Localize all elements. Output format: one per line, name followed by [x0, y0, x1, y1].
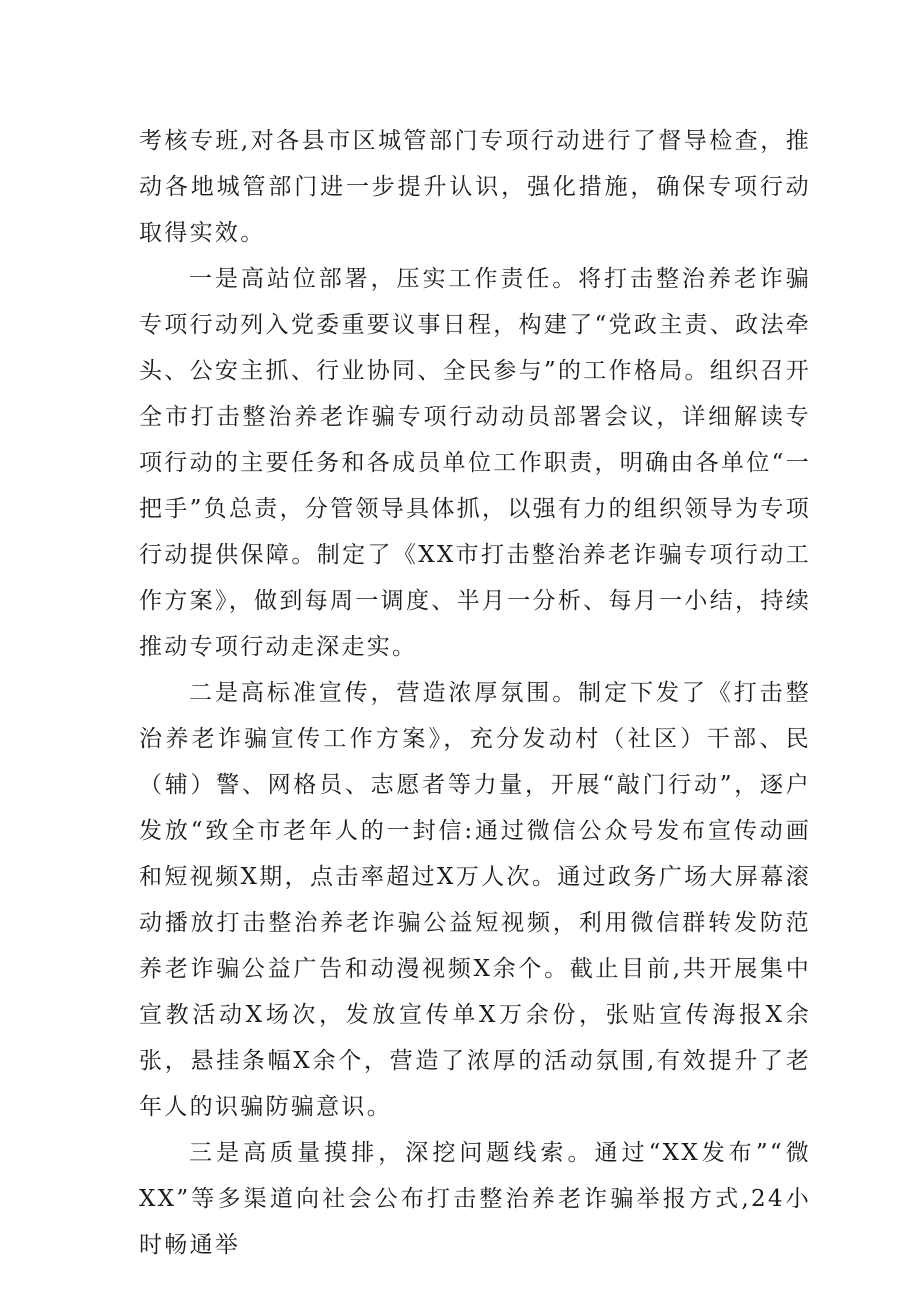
paragraph-high-quality-investigation: 三是高质量摸排，深挖问题线索。通过“XX发布”“微XX”等多渠道向社会公布打击整治养老诈骗举报方式,24小时畅通举 [139, 1140, 811, 1258]
document-body [139, 118, 811, 1268]
paragraph-continuation: 考核专班,对各县市区城管部门专项行动进行了督导检查，推动各地城管部门进一步提升认识，强化措施，确保专项行动取得实效。 [139, 128, 811, 246]
paragraph-high-standard-publicity: 二是高标准宣传，营造浓厚氛围。制定下发了《打击整治养老诈骗宣传工作方案》，充分发动村（社区）干部、民（辅）警、网格员、志愿者等力量，开展“敲门行动”，逐户发放“致全市老年人的一封信:通过微信公众号发布宣传动画和短视频X期，点击率超过X万人次。通过政务广场大屏幕滚动播放打击整治养老诈骗公益短视频，利用微信群转发防范养老诈骗公益广告和动漫视频X余个。截止目前,共开展集中宣教活动X场次，发放宣传单X万余份，张贴宣传海报X余张，悬挂条幅X余个，营造了浓厚的活动氛围,有效提升了老年人的识骗防骗意识。 [139, 680, 811, 1120]
paragraph-high-position-deployment: 一是高站位部署，压实工作责任。将打击整治养老诈骗专项行动列入党委重要议事日程，构建了“党政主责、政法牵头、公安主抓、行业协同、全民参与”的工作格局。组织召开全市打击整治养老诈骗专项行动动员部署会议，详细解读专项行动的主要任务和各成员单位工作职责，明确由各单位“一把手”负总责，分管领导具体抓，以强有力的组织领导为专项行动提供保障。制定了《XX市打击整治养老诈骗专项行动工作方案》，做到每周一调度、半月一分析、每月一小结，持续推动专项行动走深走实。 [139, 266, 811, 660]
